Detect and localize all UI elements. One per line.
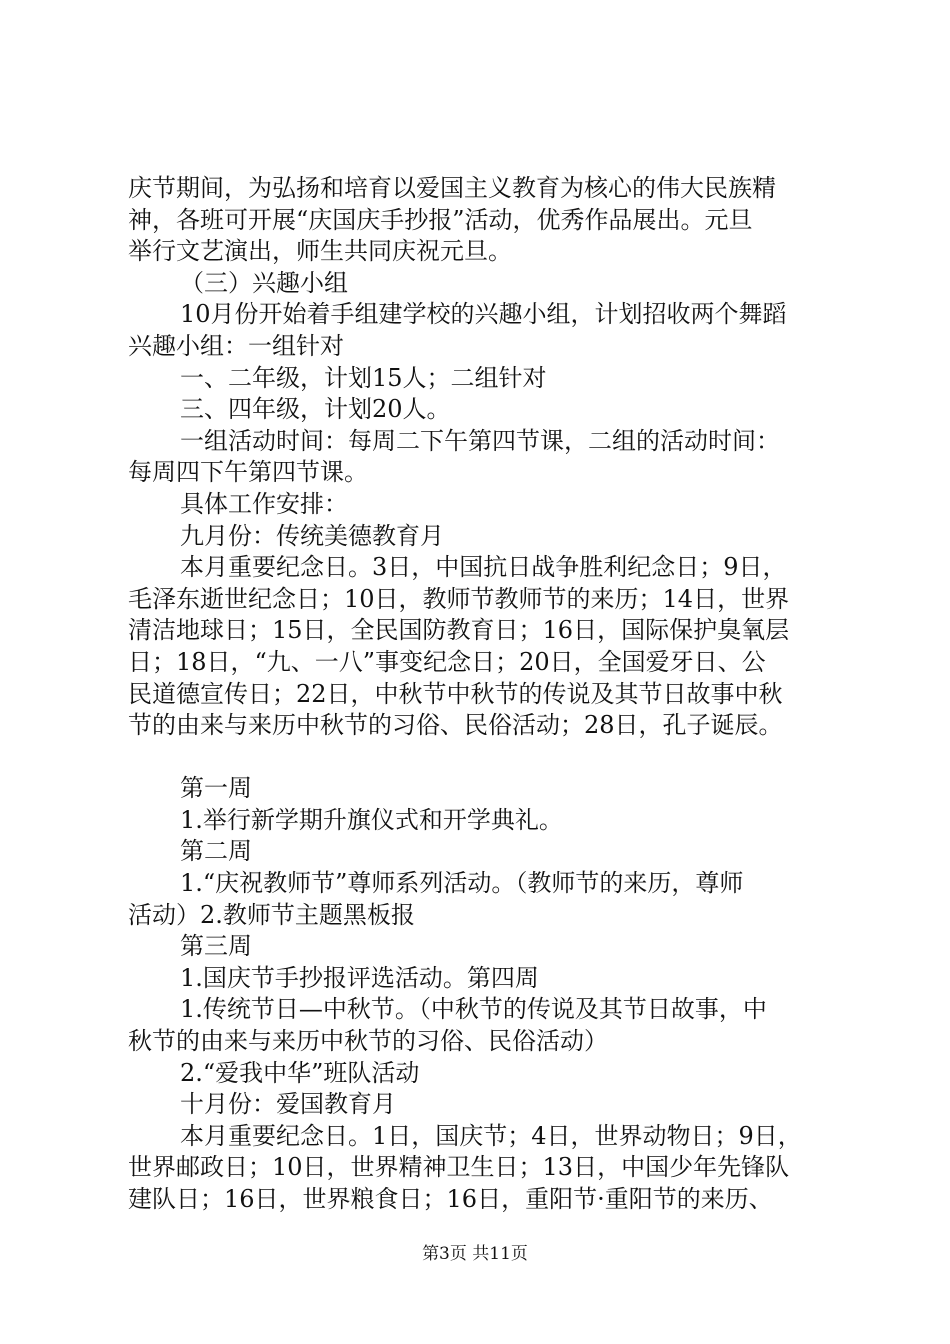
document-body — [128, 173, 840, 1216]
text-line: 1.“庆祝教师节”尊师系列活动。（教师节的来历，尊师 — [180, 869, 744, 898]
text-line: 具体工作安排： — [180, 489, 348, 518]
text-line: 三、四年级，计划20人。 — [180, 395, 451, 424]
text-line: 世界邮政日；10日，世界精神卫生日；13日，中国少年先锋队 — [128, 1153, 790, 1182]
text-line: 第二周 — [180, 837, 252, 866]
text-line: 十月份：爱国教育月 — [180, 1090, 396, 1119]
text-line: 本月重要纪念日。3日，中国抗日战争胜利纪念日；9日， — [180, 553, 787, 582]
text-line: 10月份开始着手组建学校的兴趣小组，计划招收两个舞蹈 — [180, 300, 787, 329]
text-line: 本月重要纪念日。1日，国庆节；4日，世界动物日；9日， — [180, 1121, 802, 1150]
blank-line — [128, 742, 840, 774]
text-line: 日；18日，“九、一八”事变纪念日；20日，全国爱牙日、公 — [128, 647, 766, 676]
text-line: 兴趣小组：一组针对 — [128, 331, 344, 360]
text-line: 1.举行新学期升旗仪式和开学典礼。 — [180, 805, 563, 834]
text-line: 神，各班可开展“庆国庆手抄报”活动，优秀作品展出。元旦 — [128, 205, 753, 234]
text-line: 每周四下午第四节课。 — [128, 458, 368, 487]
text-line: 毛泽东逝世纪念日；10日，教师节教师节的来历；14日，世界 — [128, 584, 790, 613]
text-line: 2.“爱我中华”班队活动 — [180, 1058, 420, 1087]
page-footer: 第3页 共11页 — [422, 1244, 528, 1264]
text-line: 庆节期间，为弘扬和培育以爱国主义教育为核心的伟大民族精 — [128, 174, 776, 202]
text-line: 建队日；16日，世界粮食日；16日，重阳节·重阳节的来历、 — [128, 1185, 773, 1213]
text-line: 第三周 — [180, 932, 252, 961]
text-line: 一、二年级，计划15人；二组针对 — [180, 363, 547, 392]
text-line: （三）兴趣小组 — [180, 268, 348, 297]
text-line: 节的由来与来历中秋节的习俗、民俗活动；28日，孔子诞辰。 — [128, 711, 783, 740]
text-line: 民道德宣传日；22日，中秋节中秋节的传说及其节日故事中秋 — [128, 679, 783, 708]
text-line: 一组活动时间：每周二下午第四节课，二组的活动时间： — [180, 426, 780, 455]
text-line: 第一周 — [180, 774, 252, 803]
text-line: 1.传统节日—中秋节。（中秋节的传说及其节日故事，中 — [180, 995, 767, 1024]
text-line: 举行文艺演出，师生共同庆祝元旦。 — [128, 237, 512, 266]
text-line: 秋节的由来与来历中秋节的习俗、民俗活动） — [128, 1027, 608, 1056]
text-line: 活动）2.教师节主题黑板报 — [128, 900, 415, 929]
text-line: 1.国庆节手抄报评选活动。第四周 — [180, 963, 539, 992]
text-line: 九月份：传统美德教育月 — [180, 521, 444, 550]
text-line: 清洁地球日；15日，全民国防教育日；16日，国际保护臭氧层 — [128, 616, 790, 645]
